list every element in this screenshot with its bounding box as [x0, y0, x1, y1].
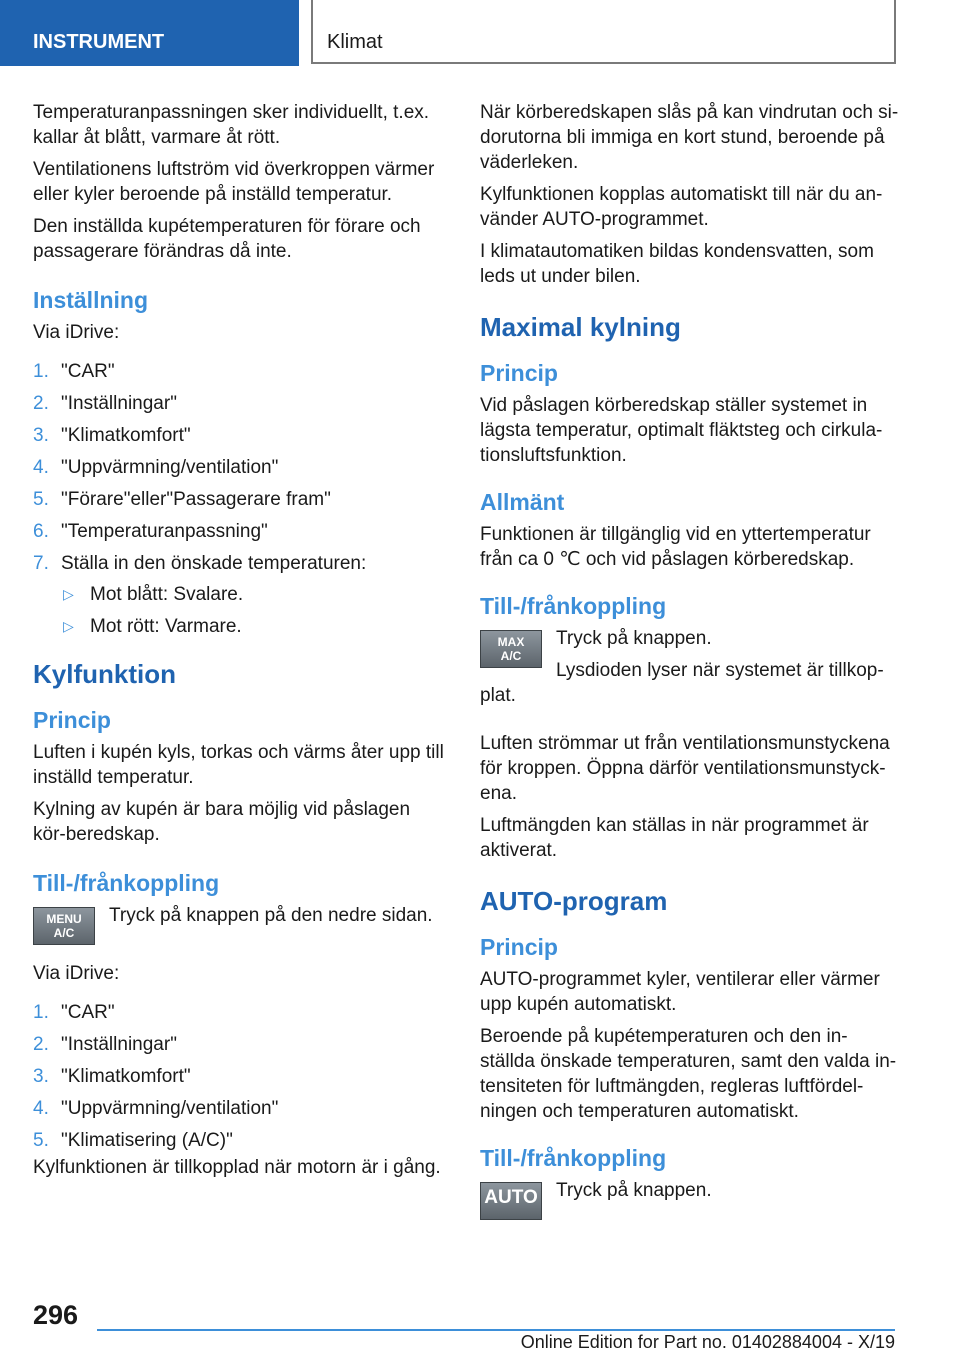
paragraph: När körberedskapen slås på kan vindrutan och si-dorutorna bli immiga en kort stund, beroende på väderleken. — [480, 102, 899, 173]
step-text: "CAR" — [61, 1002, 115, 1023]
step-text: "Uppvärmning/ventilation" — [61, 457, 279, 478]
step-number: 1. — [33, 1002, 49, 1023]
page-header — [0, 0, 960, 66]
button-label: MAX — [497, 635, 525, 649]
step-text: "Klimatkomfort" — [61, 425, 191, 446]
step-text: "Klimatisering (A/C)" — [61, 1130, 233, 1151]
step-number: 2. — [33, 1034, 49, 1055]
step-number: 6. — [33, 521, 49, 542]
step-number: 5. — [33, 489, 49, 510]
step-number: 7. — [33, 553, 49, 574]
triangle-bullet-icon: ▷ — [63, 586, 74, 602]
left-column — [33, 100, 445, 1187]
menu-ac-button-icon — [33, 907, 95, 945]
section-tab: INSTRUMENT — [0, 0, 299, 66]
step-number: 1. — [33, 361, 49, 382]
list-item — [33, 1128, 445, 1155]
footer-edition: Online Edition for Part no. 01402884004 - X/19 — [520, 1332, 895, 1352]
heading-allmant: Allmänt — [480, 489, 565, 515]
steps-list — [33, 1000, 445, 1155]
paragraph: Luften strömmar ut från ventilationsmunstyckena för kroppen. Öppna därför ventilationsmunstyck-ena. — [480, 733, 890, 804]
steps-list — [33, 359, 445, 646]
step-number: 3. — [33, 1066, 49, 1087]
chapter-title: Klimat — [311, 0, 896, 64]
step-text: "Inställningar" — [61, 393, 177, 414]
sub-text: Mot blått: Svalare. — [90, 584, 244, 605]
heading-princip: Princip — [480, 934, 558, 960]
step-text: Ställa in den önskade temperaturen: — [61, 553, 367, 574]
list-item — [33, 1000, 445, 1032]
list-item — [33, 1064, 445, 1096]
step-text: "CAR" — [61, 361, 115, 382]
paragraph: Vid påslagen körberedskap ställer systemet in lägsta temperatur, optimalt fläktsteg och cirkula-tionsluftsfunktion. — [480, 395, 883, 466]
paragraph: Luftmängden kan ställas in när programmet är aktiverat. — [480, 815, 869, 861]
step-number: 2. — [33, 393, 49, 414]
step-text: "Förare"eller"Passagerare fram" — [61, 489, 331, 510]
sub-list-item — [33, 614, 445, 646]
step-text: "Uppvärmning/ventilation" — [61, 1098, 279, 1119]
list-item — [33, 519, 445, 551]
paragraph: AUTO-programmet kyler, ventilerar eller värmer upp kupén automatiskt. — [480, 969, 880, 1015]
heading-installning: Inställning — [33, 287, 148, 313]
list-item — [33, 1032, 445, 1064]
step-number: 5. — [33, 1130, 49, 1151]
list-item — [33, 455, 445, 487]
step-number: 4. — [33, 457, 49, 478]
paragraph: Temperaturanpassningen sker individuellt, t.ex. kallar åt blått, varmare åt rött. — [33, 102, 430, 148]
paragraph: Kylning av kupén är bara möjlig vid påslagen kör-beredskap. — [33, 799, 411, 845]
step-text: "Temperaturanpassning" — [61, 521, 268, 542]
max-ac-button-icon — [480, 630, 542, 668]
sub-list-item — [33, 582, 445, 614]
paragraph: Kylfunktionen kopplas automatiskt till när du an-vänder AUTO-programmet. — [480, 184, 883, 230]
paragraph: Tryck på knappen på den nedre sidan. — [109, 905, 433, 926]
heading-princip: Princip — [480, 360, 558, 386]
page-number: 296 — [33, 1300, 79, 1330]
auto-button-icon: AUTO — [480, 1182, 542, 1220]
step-text: "Inställningar" — [61, 1034, 177, 1055]
heading-princip: Princip — [33, 707, 111, 733]
heading-till-frankoppling: Till-/frånkoppling — [480, 1145, 667, 1171]
paragraph: Via iDrive: — [33, 322, 120, 343]
list-item — [33, 551, 445, 646]
button-row — [33, 903, 445, 953]
heading-kylfunktion: Kylfunktion — [33, 659, 176, 689]
paragraph: Luften i kupén kyls, torkas och värms åter upp till inställd temperatur. — [33, 742, 444, 788]
paragraph: Kylfunktionen är tillkopplad när motorn är i gång. — [33, 1157, 441, 1178]
button-label: A/C — [500, 649, 522, 663]
step-text: "Klimatkomfort" — [61, 1066, 191, 1087]
heading-auto-program: AUTO-program — [480, 886, 668, 916]
button-row — [480, 626, 900, 715]
paragraph: Beroende på kupétemperaturen och den in-ställda önskade temperaturen, samt den valda in-tensiteten för luftmängden, regleras luftfördel-ningen och temperaturen automatiskt. — [480, 1026, 897, 1122]
paragraph: Via iDrive: — [33, 963, 120, 984]
paragraph: Ventilationens luftström vid överkroppen värmer eller kyler beroende på inställd temperatur. — [33, 159, 435, 205]
paragraph: Tryck på knappen. — [556, 1180, 712, 1201]
list-item — [33, 1096, 445, 1128]
list-item — [33, 359, 445, 391]
paragraph: I klimatautomatiken bildas kondensvatten, som leds ut under bilen. — [480, 241, 874, 287]
heading-maximal-kylning: Maximal kylning — [480, 312, 681, 342]
footer-divider — [97, 1329, 895, 1331]
button-row — [480, 1178, 900, 1228]
right-column — [480, 100, 900, 1236]
step-number: 4. — [33, 1098, 49, 1119]
list-item — [33, 423, 445, 455]
paragraph: Tryck på knappen. — [556, 628, 712, 649]
list-item — [33, 487, 445, 519]
step-number: 3. — [33, 425, 49, 446]
sub-list — [33, 582, 445, 646]
button-label: MENU — [46, 912, 82, 926]
list-item — [33, 391, 445, 423]
heading-till-frankoppling: Till-/frånkoppling — [480, 593, 667, 619]
sub-text: Mot rött: Varmare. — [90, 616, 242, 637]
heading-till-frankoppling: Till-/frånkoppling — [33, 870, 220, 896]
paragraph: Den inställda kupétemperaturen för förare och passagerare förändras då inte. — [33, 216, 421, 262]
triangle-bullet-icon: ▷ — [63, 618, 74, 634]
button-label: A/C — [53, 926, 75, 940]
paragraph: Lysdioden lyser när systemet är tillkop-plat. — [480, 660, 884, 706]
paragraph: Funktionen är tillgänglig vid en yttertemperatur från ca 0 ℃ och vid påslagen körberedskap. — [480, 524, 871, 570]
